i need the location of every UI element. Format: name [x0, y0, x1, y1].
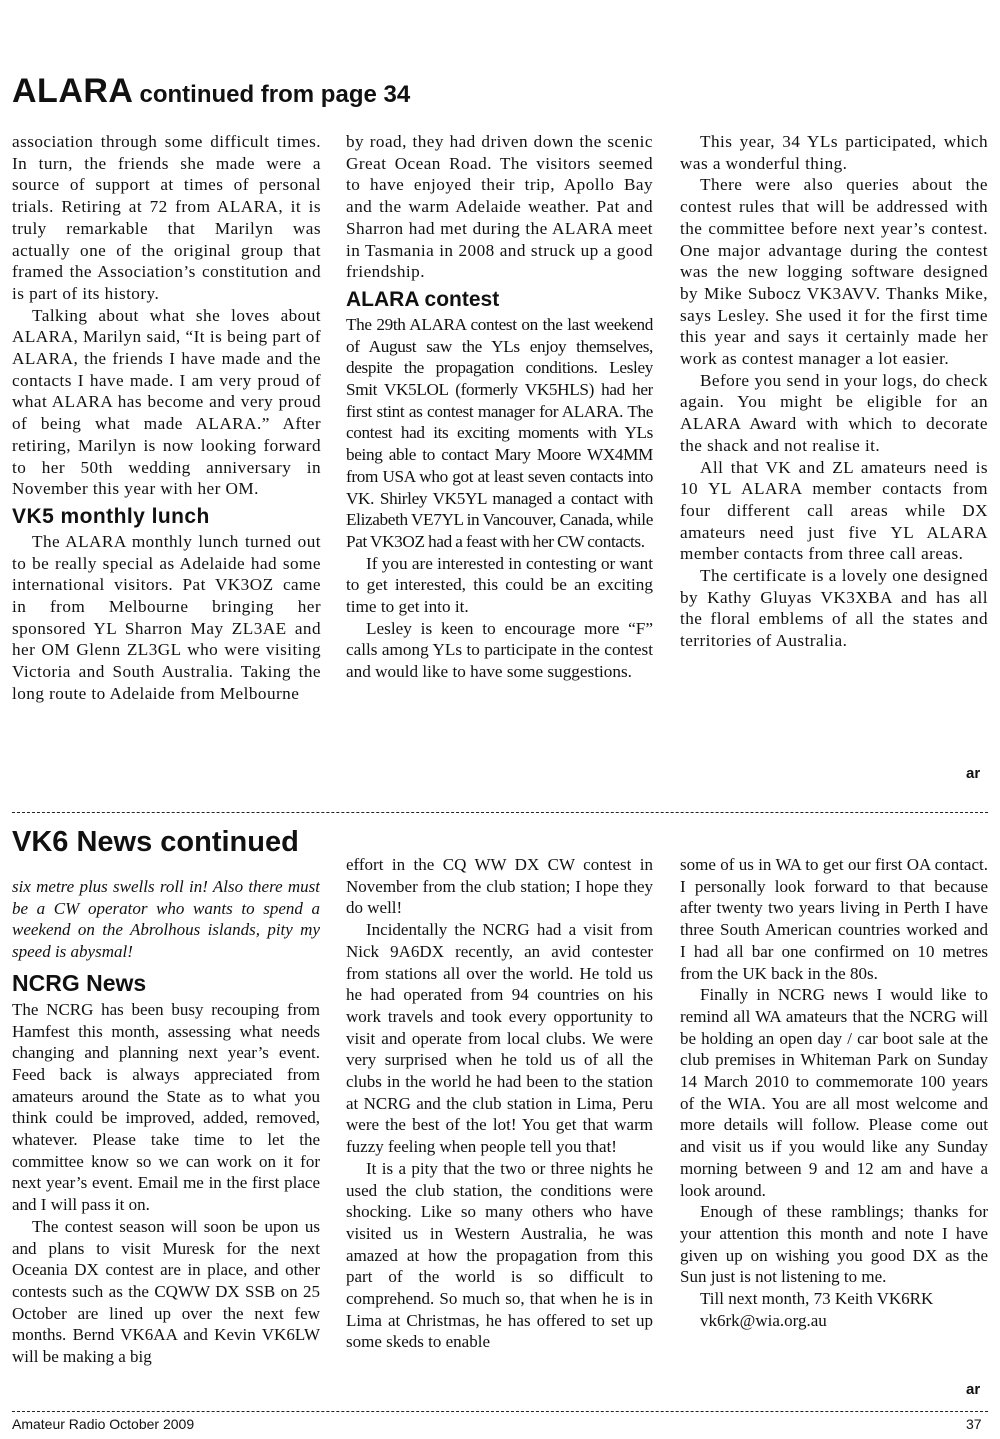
footer-page-number: 37 — [966, 1416, 982, 1432]
alara-col1-paragraph-1: association through some difficult times. In turn, the friends she made were a source of support at times of personal trials. Retiring at 72 from ALARA, it is truly remarkable that Marilyn was actually one of the original group that framed the Association’s constitution and is part of its history. — [12, 132, 321, 303]
alara-column-3 — [680, 131, 988, 771]
alara-column-1 — [12, 131, 321, 799]
alara-heading — [12, 72, 410, 111]
alara-col2-paragraph-2: The 29th ALARA contest on the last weekend of August saw the YLs enjoy themselves, despite the propagation conditions. Lesley Smit VK5LOL (formerly VK5HLS) had her first stint as contest manager for ALARA. The contest had its exciting moments with YLs being able to contact Mary Moore WX4MM from USA who got at least seven contacts into VK. Shirley VK5YL managed a contact with Elizabeth VE7YL in Vancouver, Canada, while Pat VK3OZ had a feast with her CW contacts. — [346, 314, 653, 551]
vk6-column-3 — [680, 854, 988, 1384]
alara-col1-paragraph-3: The ALARA monthly lunch turned out to be really special as Adelaide had some international visitors. Pat VK3OZ came in from Melbourne bringing her sponsored YL Sharron May ZL3AE and her OM Glenn ZL3GL who were visiting Victoria and South Australia. Taking the long route to Adelaide from Melbourne — [12, 531, 321, 703]
alara-col3-paragraph-1: This year, 34 YLs participated, which was a wonderful thing. — [680, 132, 988, 173]
alara-col1-paragraph-2: Talking about what she loves about ALARA, Marilyn said, “It is being part of ALARA, the friends I have made and the contacts I have made. I am very proud of what ALARA has become and very proud of being what made ALARA.” After retiring, Marilyn is now looking forward to her 50th wedding anniversary in November this year with her OM. — [12, 305, 321, 499]
vk6-email-link[interactable]: vk6rk@wia.org.au — [700, 1310, 827, 1330]
ncrg-news-subheading: NCRG News — [12, 969, 147, 996]
footer-publication: Amateur Radio October 2009 — [12, 1416, 195, 1432]
section-divider — [12, 812, 988, 813]
alara-col2-paragraph-1: by road, they had driven down the scenic Great Ocean Road. The visitors seemed to have enjoyed their trip, Apollo Bay and the warm Adelaide weather. Pat and Sharron had met during the ALARA meet in Tasmania in 2008 and struck up a good friendship. — [346, 132, 653, 282]
alara-col2-paragraph-3: If you are interested in contesting or want to get interested, this could be an exciting time to get into it. — [346, 553, 653, 617]
alara-col2-paragraph-4: Lesley is keen to encourage more “F” calls among YLs to participate in the contest and would like to have some suggestions. — [346, 618, 653, 682]
alara-col3-paragraph-4: All that VK and ZL amateurs need is 10 YL ALARA member contacts from four different call areas while DX amateurs need just five YL ALARA member contacts from three call areas. — [680, 457, 988, 564]
alara-col3-paragraph-3: Before you send in your logs, do check again. You might be eligible for an ALARA Award with which to decorate the shack and not realise it. — [680, 370, 988, 455]
vk5-monthly-lunch-subheading: VK5 monthly lunch — [12, 504, 210, 528]
vk6-col2-paragraph-2: Incidentally the NCRG had a visit from Nick 9A6DX recently, an avid contester from stations all over the world. He told us he had operated from 94 countries on his work travels and took every opportunity to visit and operate from local clubs. We were very surprised when he told us of all the clubs in the world he had been to the station at NCRG and the club station in Lima, Peru were the best of the lot! You get that warm fuzzy feeling when people tell you that! — [346, 920, 653, 1157]
vk6-col3-paragraph-3: Enough of these ramblings; thanks for your attention this month and note I have given up on wishing you good DX as the Sun just is not listening to me. — [680, 1202, 988, 1287]
alara-column-2 — [346, 131, 653, 799]
vk6-col1-paragraph-1: The NCRG has been busy recouping from Hamfest this month, assessing what needs changing and planning next year’s event. Feed back is always appreciated from amateurs around the State as to what you think could be improved, added, removed, whatever. Please take time to let the committee know so we can work on it for next year’s event. Email me in the first place and I will pass it on. — [12, 999, 320, 1215]
vk6-col1-paragraph-2: The contest season will soon be upon us and plans to visit Muresk for the next Oceania DX contest are in place, and other contests such as the CQWW DX SSB on 25 October are lined up over the next few months. Bernd VK6AA and Kevin VK6LW will be making a big — [12, 1216, 320, 1367]
vk6-col2-paragraph-1: effort in the CQ WW DX CW contest in November from the club station; I hope they do well! — [346, 855, 653, 918]
footer-rule — [12, 1411, 988, 1412]
vk6-end-mark: ar — [966, 1381, 981, 1398]
vk6-col3-paragraph-1: some of us in WA to get our first OA contact. I personally look forward to that because after twenty two years living in Perth I have three South American countries worked and I had all bar one confirmed on 10 metres from the UK back in the 80s. — [680, 855, 988, 983]
vk6-heading: VK6 News continued — [12, 826, 299, 858]
alara-col3-paragraph-2: There were also queries about the contest rules that will be addressed with the committee before next year’s contest. One major advantage during the contest was the new logging software designed by Mike Subocz VK3AVV. Thanks Mike, says Lesley. She used it for the first time this year and says it certainly made her work as contest manager a lot easier. — [680, 175, 988, 369]
vk6-intro-italic: six metre plus swells roll in! Also there must be a CW operator who wants to spend a weekend on the Abrolhous islands, pity my speed is abysmal! — [12, 877, 320, 962]
alara-heading-title: ALARA — [12, 72, 134, 110]
vk6-col3-paragraph-2: Finally in NCRG news I would like to remind all WA amateurs that the NCRG will be holding an open day / car boot sale at the club premises in Whiteman Park on Sunday 14 March 2010 to commemorate 100 years of the WIA. You are all most welcome and more details will follow. Please come out and visit us if you would like any Sunday morning between 9 and 12 am and have a look around. — [680, 985, 988, 1200]
alara-end-mark: ar — [966, 765, 981, 782]
alara-heading-subtitle: continued from page 34 — [139, 81, 411, 108]
alara-col3-paragraph-5: The certificate is a lovely one designed by Kathy Gluyas VK3XBA and has all the floral emblems of all the states and territories of Australia. — [680, 566, 988, 651]
vk6-signature-line: Till next month, 73 Keith VK6RK — [700, 1289, 934, 1309]
vk6-column-2 — [346, 854, 653, 1404]
vk6-col2-paragraph-3: It is a pity that the two or three nights he used the club station, the conditions were shocking. Like so many others who have visited us in Western Australia, he was amazed at how the propagation from this part of the world is so difficult to comprehend. So much so, that when he is in Lima at Christmas, he has offered to set up some skeds to enable — [346, 1158, 653, 1352]
alara-contest-subheading: ALARA contest — [346, 287, 500, 311]
vk6-column-1 — [12, 876, 320, 1404]
